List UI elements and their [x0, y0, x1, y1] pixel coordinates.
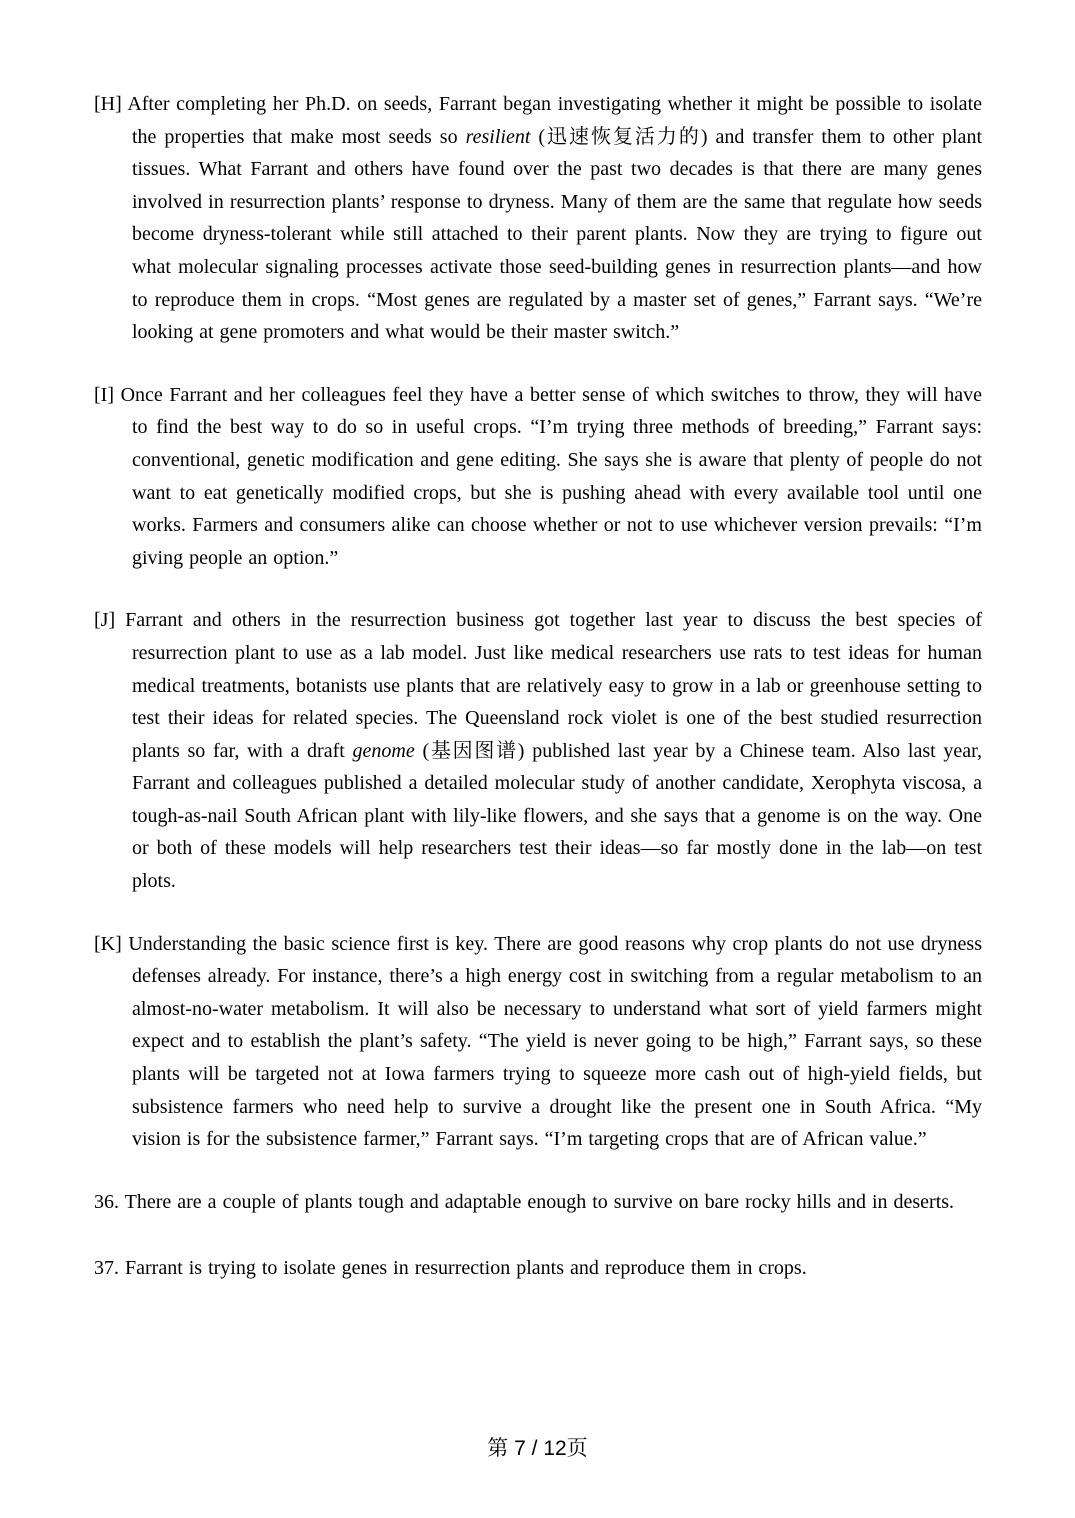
- paragraph-marker: [J]: [94, 609, 116, 632]
- passage-paragraph: [94, 604, 982, 897]
- passage-paragraph: [94, 379, 982, 575]
- passage-text: (基因图谱) published last year by a Chinese team. Also last year, Farrant and colleagues published a detailed molecular study of another candidate, Xerophyta viscosa, a tough-as-nail South African plant with lily-like flowers, and she says that a genome is on the way. One or both of these models will help researchers test their ideas—so far mostly done in the lab—on test plots.: [132, 739, 983, 893]
- paragraph-marker: [I]: [94, 383, 114, 406]
- statement-text: Farrant is trying to isolate genes in resurrection plants and reproduce them in crops.: [125, 1257, 807, 1280]
- passage-paragraph: [94, 88, 982, 349]
- statement-item: [94, 1186, 982, 1219]
- statement-item: [94, 1252, 982, 1285]
- statements-section: [94, 1186, 982, 1285]
- paragraph-marker: [H]: [94, 93, 122, 115]
- page-footer: [0, 1432, 1075, 1462]
- page-number: 第 7 / 12页: [487, 1437, 588, 1460]
- reading-passage: [94, 88, 982, 1156]
- passage-text: After completing her Ph.D. on seeds, Farrant began investigating whether it might be possible to isolate the properties that make most seeds so: [127, 93, 982, 148]
- statement-number: 36.: [94, 1190, 119, 1213]
- passage-paragraph: [94, 928, 982, 1156]
- passage-text: Farrant and others in the resurrection business got together last year to discuss the best species of resurrection plant to use as a lab model. Just like medical researchers use rats to test ideas for human medical treatments, botanists use plants that are relatively easy to grow in a lab or greenhouse setting to test their ideas for related species. The Queensland rock violet is one of the best studied resurrection plants so far, with a draft: [125, 609, 983, 762]
- passage-text: (迅速恢复活力的) and transfer them to other plant tissues. What Farrant and others have found over the past two decades is that there are many genes involved in resurrection plants’ response to dryness. Many of them are the same that regulate how seeds become dryness-tolerant while still attached to their parent plants. Now they are trying to figure out what molecular signaling processes activate those seed-building genes in resurrection plants—and how to reproduce them in crops. “Most genes are regulated by a master set of genes,” Farrant says. “We’re looking at gene promoters and what would be their master switch.”: [132, 125, 982, 344]
- passage-text: Understanding the basic science first is key. There are good reasons why crop plants do not use dryness defenses already. For instance, there’s a high energy cost in switching from a regular metabolism to an almost-no-water metabolism. It will also be necessary to understand what sort of yield farmers might expect and to establish the plant’s safety. “The yield is never going to be high,” Farrant says, so these plants will be targeted not at Iowa farmers trying to squeeze more cash out of high-yield fields, but subsistence farmers who need help to survive a drought like the present one in South Africa. “My vision is for the subsistence farmer,” Farrant says. “I’m targeting crops that are of African value.”: [128, 932, 982, 1151]
- passage-text: Once Farrant and her colleagues feel they have a better sense of which switches to throw, they will have to find the best way to do so in useful crops. “I’m trying three methods of breeding,” Farrant says: conventional, genetic modification and gene editing. She says she is aware that plenty of people do not want to eat genetically modified crops, but she is pushing ahead with every available tool until one works. Farmers and consumers alike can choose whether or not to use whichever version prevails: “I’m giving people an option.”: [120, 383, 982, 569]
- statement-text: There are a couple of plants tough and adaptable enough to survive on bare rocky hills and in deserts.: [124, 1190, 955, 1213]
- statement-number: 37.: [94, 1257, 119, 1280]
- paragraph-marker: [K]: [94, 932, 122, 955]
- italic-term: resilient: [465, 125, 531, 148]
- italic-term: genome: [352, 739, 415, 762]
- page-content: [94, 88, 982, 1319]
